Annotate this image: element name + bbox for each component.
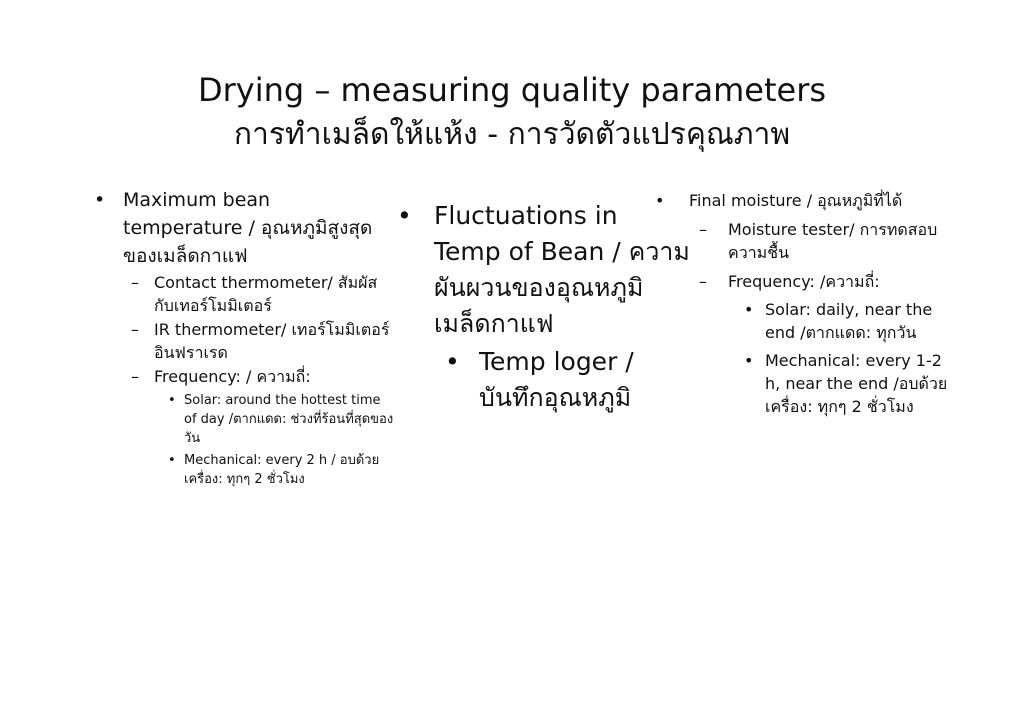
list-item-sub [655, 270, 955, 293]
list-item-text: Contact thermometer/ สัมผัสกับเทอร์โมมิเตอร์ [154, 273, 378, 315]
column-max-bean-temperature [94, 186, 394, 489]
list-item-text: Moisture tester/ การทดสอบความชื้น [728, 220, 938, 262]
bullet-icon: • [397, 201, 412, 230]
dash-icon: – [699, 220, 707, 239]
list-item-sub [94, 271, 394, 317]
list-item-main [94, 186, 394, 270]
bullet-icon: • [744, 300, 754, 319]
bullet-icon: • [744, 351, 754, 370]
list-item-sub [94, 318, 394, 364]
slide-title-english: Drying – measuring quality parameters [197, 71, 827, 109]
list-item-subsub [655, 298, 955, 344]
slide-title-thai: การทำเมล็ดให้แห้ง - การวัดตัวแปรคุณภาพ [233, 117, 791, 152]
list-item-text: Mechanical: every 2 h / อบด้วยเครื่อง: ทุกๆ 2 ชั่วโมง [184, 453, 380, 487]
dash-icon: – [131, 320, 139, 339]
list-item-text: IR thermometer/ เทอร์โมมิเตอร์อินฟราเรด [154, 320, 390, 362]
list-item-text: Solar: daily, near the end /ตากแดด: ทุกวัน [765, 300, 933, 342]
list-item-main [655, 190, 955, 212]
list-item-subsub [655, 349, 955, 418]
column-temperature-fluctuations [397, 198, 692, 416]
list-item-text: Frequency: /ความถี่: [728, 272, 880, 291]
bullet-icon: • [445, 347, 460, 376]
bullet-icon: • [168, 393, 176, 408]
dash-icon: – [131, 367, 139, 386]
bullet-icon: • [655, 191, 665, 210]
list-item-text: Temp loger / บันทึกอุณหภูมิ [479, 347, 634, 412]
column-final-moisture [655, 190, 955, 418]
bullet-list [94, 186, 394, 489]
dash-icon: – [131, 273, 139, 292]
list-item-main [397, 198, 692, 342]
list-item-text: Solar: around the hottest time of day /ตากแดด: ช่วงที่ร้อนที่สุดของวัน [184, 393, 394, 446]
list-item-subsub [94, 391, 394, 448]
list-item-text: Final moisture / อุณหภูมิที่ได้ [689, 191, 903, 210]
bullet-icon: • [94, 189, 106, 211]
list-item-sub [94, 365, 394, 388]
dash-icon: – [699, 272, 707, 291]
bullet-list [397, 198, 692, 416]
list-item-sub [655, 218, 955, 264]
bullet-icon: • [168, 453, 176, 468]
bullet-list [655, 190, 955, 418]
list-item-sub [397, 344, 692, 416]
list-item-text: Maximum bean temperature / อุณหภูมิสูงสุดของเมล็ดกาแฟ [123, 189, 373, 267]
list-item-text: Mechanical: every 1-2 h, near the end /อบด้วยเครื่อง: ทุกๆ 2 ชั่วโมง [765, 351, 948, 416]
list-item-text: Fluctuations in Temp of Bean / ความผันผวนของอุณหภูมิเมล็ดกาแฟ [434, 201, 690, 338]
list-item-subsub [94, 451, 394, 489]
list-item-text: Frequency: / ความถี่: [154, 367, 311, 386]
